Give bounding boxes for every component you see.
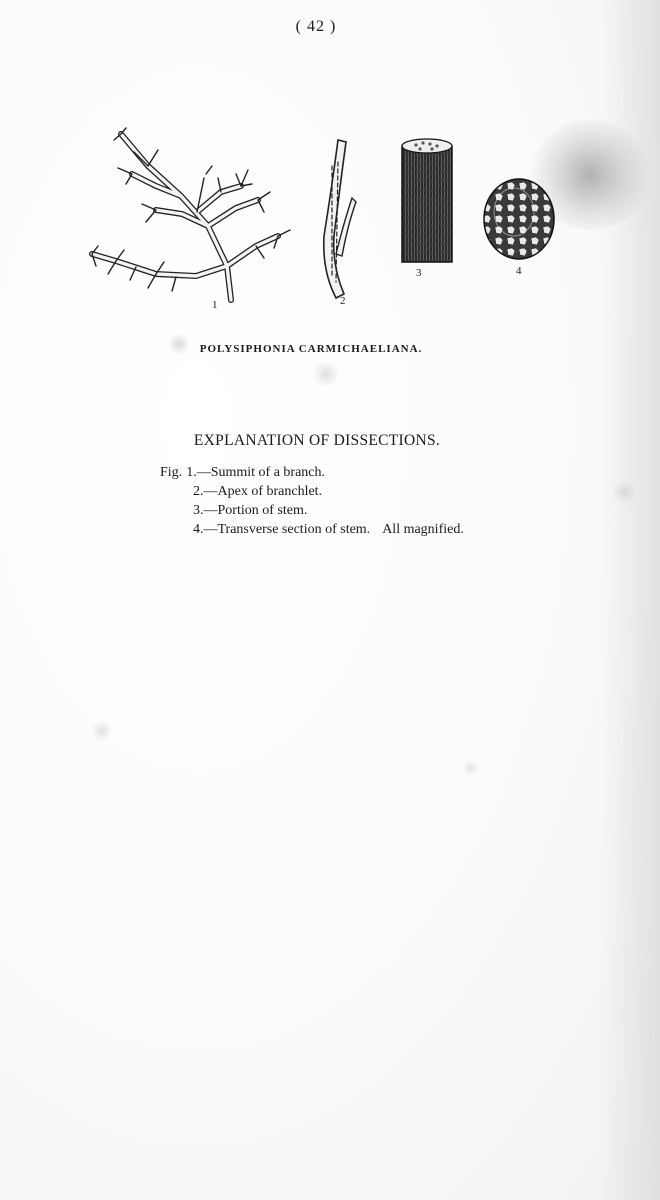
foxing-stain	[612, 480, 636, 504]
foxing-stain	[312, 362, 340, 386]
figure-4-drawing	[484, 179, 554, 259]
plate-caption: POLYSIPHONIA CARMICHAELIANA.	[199, 343, 423, 355]
section-heading: EXPLANATION OF DISSECTIONS.	[193, 432, 441, 449]
figure-item-4	[160, 520, 560, 539]
figure-number: 2.	[193, 484, 204, 499]
foxing-stain	[92, 720, 112, 742]
figure-2-drawing	[324, 140, 356, 298]
plate-illustrations	[86, 126, 566, 312]
figure-number: 4.	[193, 522, 204, 537]
figure-3-drawing	[402, 139, 452, 262]
figure-label-3: 3	[416, 267, 422, 279]
figure-1-drawing	[92, 128, 290, 300]
figure-label-1: 1	[212, 299, 218, 311]
figure-label-4: 4	[516, 265, 522, 277]
figure-label-2: 2	[340, 295, 346, 307]
page-number: ( 42 )	[295, 18, 337, 35]
fig-prefix: Fig.	[160, 465, 183, 480]
figure-item-2	[160, 482, 560, 501]
figure-number: 3.	[193, 503, 204, 518]
foxing-stain	[462, 760, 478, 776]
figure-description: —Summit of a branch.	[196, 465, 325, 480]
figure-description: —Apex of branchlet.	[203, 484, 323, 499]
figure-item-3	[160, 501, 560, 520]
magnification-note: All magnified.	[382, 522, 464, 537]
figure-description: —Portion of stem.	[203, 503, 308, 518]
figure-description: —Transverse section of stem.	[203, 522, 371, 537]
figure-item-1	[160, 463, 560, 482]
figure-explanation-list	[160, 463, 560, 539]
figure-number: 1.	[186, 465, 197, 480]
illustration-plate	[86, 126, 566, 312]
